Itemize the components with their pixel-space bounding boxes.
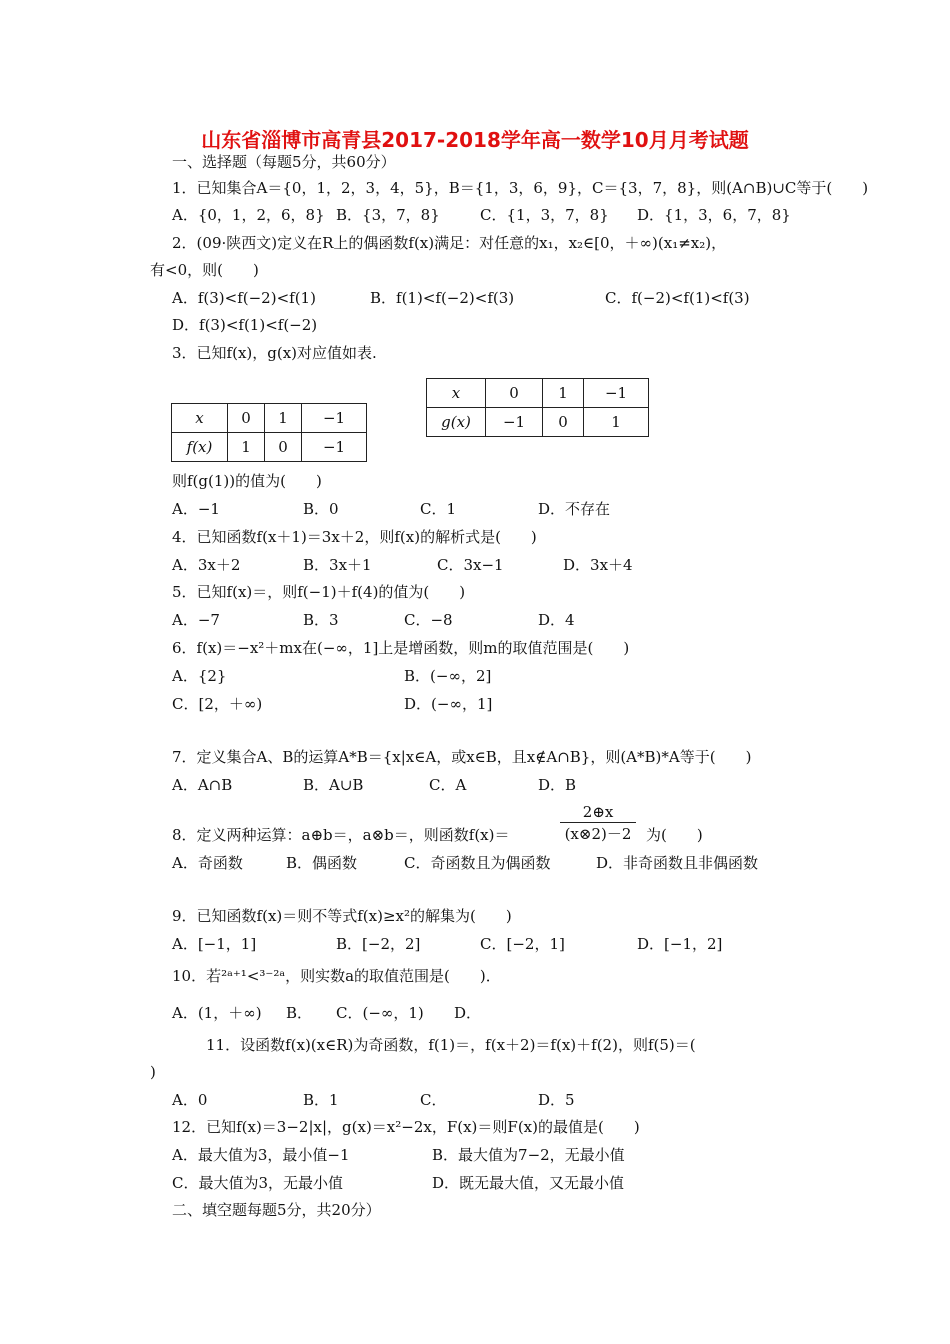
question-8-end: 为( ) (646, 826, 703, 844)
option-b: B． (286, 1004, 313, 1022)
option-a: A．−1 (172, 500, 220, 518)
option-a: A．f(3)<f(−2)<f(1) (172, 289, 316, 307)
table-cell: 0 (265, 433, 302, 462)
table-cell: 0 (228, 404, 265, 433)
option-a: A．{0，1，2，6，8} (172, 206, 325, 224)
option-a: A．−7 (172, 611, 220, 629)
option-a: A．3x＋2 (172, 556, 241, 574)
question-8: 8．定义两种运算：a⊕b＝，a⊗b＝，则函数f(x)＝ (172, 826, 510, 844)
table-cell: 1 (265, 404, 302, 433)
option-b: B．{3，7，8} (336, 206, 440, 224)
option-a: A．0 (172, 1091, 208, 1109)
option-d: D． (454, 1004, 482, 1022)
option-c: C．奇函数且为偶函数 (404, 854, 551, 872)
option-d: D．既无最大值，又无最小值 (432, 1174, 625, 1192)
option-a: A．最大值为3，最小值−1 (172, 1146, 350, 1164)
option-d: D．[−1，2] (637, 935, 723, 953)
table-g (426, 378, 649, 437)
question-6: 6．f(x)＝−x²＋mx在(−∞，1]上是增函数，则m的取值范围是( ) (172, 639, 630, 657)
option-c: C．[−2，1] (480, 935, 565, 953)
table-cell: −1 (486, 408, 543, 437)
question-2: 2．(09·陕西文)定义在R上的偶函数f(x)满足：对任意的x₁，x₂∈[0，＋∞)(x₁≠x₂)， (172, 234, 727, 252)
option-a: A．奇函数 (172, 854, 243, 872)
page-title: 山东省淄博市高青县2017-2018学年高一数学10月月考试题 (201, 128, 749, 152)
option-c: C．−8 (404, 611, 453, 629)
question-3: 3．已知f(x)，g(x)对应值如表. (172, 344, 377, 362)
fraction-numerator: 2⊕x (582, 803, 614, 821)
option-a: A．(1，＋∞) (172, 1004, 262, 1022)
option-b: B．[−2，2] (336, 935, 421, 953)
option-d: D．(−∞，1] (404, 695, 493, 713)
table-cell: f(x) (172, 433, 228, 462)
option-b: B．f(1)<f(−2)<f(3) (370, 289, 515, 307)
option-c: C．1 (420, 500, 457, 518)
option-a: A．{2} (172, 667, 227, 685)
section-heading: 二、填空题每题5分，共20分） (172, 1201, 381, 1219)
table-cell: 0 (486, 379, 543, 408)
section-heading: 一、选择题（每题5分，共60分） (172, 153, 396, 171)
table-cell: −1 (302, 433, 367, 462)
table-cell: −1 (584, 379, 649, 408)
table-cell: 1 (543, 379, 584, 408)
question-10: 10．若²ᵃ⁺¹<³⁻²ᵃ，则实数a的取值范围是( )． (172, 967, 501, 985)
table-cell: x (427, 379, 486, 408)
option-c: C．A (429, 776, 467, 794)
option-b: B．A∪B (303, 776, 364, 794)
option-c: C．最大值为3，无最小值 (172, 1174, 344, 1192)
option-d: D．B (538, 776, 577, 794)
option-b: B．3x＋1 (303, 556, 372, 574)
option-d: D．3x＋4 (563, 556, 633, 574)
option-c: C．3x−1 (437, 556, 504, 574)
table-cell: x (172, 404, 228, 433)
question-9: 9．已知函数f(x)＝则不等式f(x)≥x²的解集为( ) (172, 907, 512, 925)
option-b: B．0 (303, 500, 339, 518)
question-7: 7．定义集合A、B的运算A*B＝{x|x∈A，或x∈B，且x∉A∩B}，则(A*B)*A等于( ) (172, 748, 752, 766)
table-cell: −1 (302, 404, 367, 433)
table-cell: 1 (228, 433, 265, 462)
question-11-cont: ) (150, 1063, 156, 1081)
option-b: B．偶函数 (286, 854, 358, 872)
question-11: 11．设函数f(x)(x∈R)为奇函数，f(1)＝，f(x＋2)＝f(x)＋f(2)，则f(5)＝( (206, 1036, 696, 1054)
question-5: 5．已知f(x)＝，则f(−1)＋f(4)的值为( ) (172, 583, 466, 601)
option-d: D．{1，3，6，7，8} (637, 206, 791, 224)
option-a: A．[−1，1] (172, 935, 257, 953)
option-d: D．f(3)<f(1)<f(−2) (172, 316, 318, 334)
question-3-ask: 则f(g(1))的值为( ) (172, 472, 322, 490)
table-f (171, 403, 367, 462)
option-d: D．非奇函数且非偶函数 (596, 854, 759, 872)
table-cell: 1 (584, 408, 649, 437)
option-b: B．最大值为7−2，无最小值 (432, 1146, 625, 1164)
option-b: B．(−∞，2] (404, 667, 492, 685)
option-a: A．A∩B (172, 776, 233, 794)
question-12: 12．已知f(x)＝3−2|x|，g(x)＝x²−2x，F(x)＝则F(x)的最值是( ) (172, 1118, 640, 1136)
option-c: C．{1，3，7，8} (480, 206, 609, 224)
option-b: B．3 (303, 611, 339, 629)
table-cell: g(x) (427, 408, 486, 437)
option-d: D．5 (538, 1091, 575, 1109)
question-4: 4．已知函数f(x＋1)＝3x＋2，则f(x)的解析式是( ) (172, 528, 537, 546)
option-c: C．f(−2)<f(1)<f(3) (605, 289, 750, 307)
option-c: C． (420, 1091, 447, 1109)
option-d: D．不存在 (538, 500, 611, 518)
option-b: B．1 (303, 1091, 339, 1109)
option-d: D．4 (538, 611, 575, 629)
option-c: C．[2，＋∞) (172, 695, 263, 713)
option-c: C．(−∞，1) (336, 1004, 424, 1022)
question-1: 1．已知集合A＝{0，1，2，3，4，5}，B＝{1，3，6，9}，C＝{3，7，8}，则(A∩B)∪C等于( ) (172, 179, 869, 197)
table-cell: 0 (543, 408, 584, 437)
question-2-cont: 有<0，则( ) (150, 261, 259, 279)
fraction-denominator: (x⊗2)－2 (564, 825, 632, 843)
